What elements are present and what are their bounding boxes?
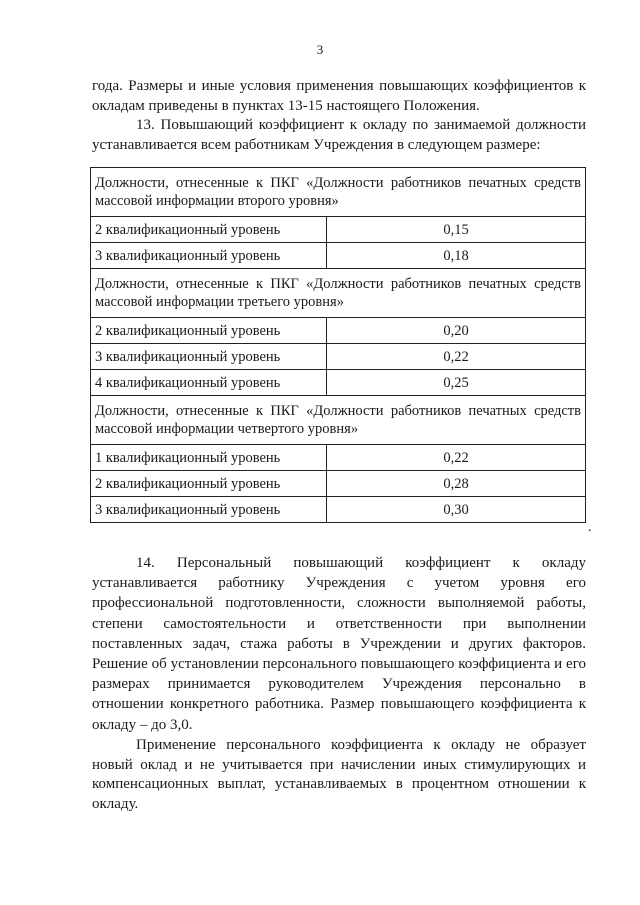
table-row (91, 217, 586, 243)
level-cell: 1 квалификационный уровень (91, 445, 327, 471)
group-header-row (91, 269, 586, 318)
paragraph-13: 13. Повышающий коэффициент к окладу по занимаемой должности устанавливается всем работникам Учреждения в следующем размере: (92, 117, 586, 153)
group-header-row (91, 396, 586, 445)
group-header: Должности, отнесенные к ПКГ «Должности работников печатных средств массовой информации четвертого уровня» (91, 396, 586, 445)
table-row (91, 370, 586, 396)
coefficient-cell: 0,30 (327, 497, 586, 523)
coefficient-cell: 0,28 (327, 471, 586, 497)
table-row (91, 471, 586, 497)
group-header-row (91, 168, 586, 217)
level-cell: 4 квалификационный уровень (91, 370, 327, 396)
level-cell: 2 квалификационный уровень (91, 471, 327, 497)
level-cell: 2 квалификационный уровень (91, 217, 327, 243)
table-row (91, 243, 586, 269)
table-row (91, 318, 586, 344)
paragraph-intro: года. Размеры и иные условия применения повышающих коэффициентов к окладам приведены в пунктах 13-15 настоящего Положения. (92, 78, 586, 114)
coefficient-cell: 0,20 (327, 318, 586, 344)
table-row (91, 344, 586, 370)
level-cell: 2 квалификационный уровень (91, 318, 327, 344)
coefficient-cell: 0,15 (327, 217, 586, 243)
level-cell: 3 квалификационный уровень (91, 243, 327, 269)
coefficient-cell: 0,22 (327, 445, 586, 471)
group-header: Должности, отнесенные к ПКГ «Должности работников печатных средств массовой информации второго уровня» (91, 168, 586, 217)
page-number: 3 (316, 42, 324, 57)
level-cell: 3 квалификационный уровень (91, 497, 327, 523)
coefficient-cell: 0,22 (327, 344, 586, 370)
level-cell: 3 квалификационный уровень (91, 344, 327, 370)
coefficient-cell: 0,18 (327, 243, 586, 269)
coefficient-cell: 0,25 (327, 370, 586, 396)
table-trailing-mark: . (588, 520, 592, 535)
group-header: Должности, отнесенные к ПКГ «Должности работников печатных средств массовой информации третьего уровня» (91, 269, 586, 318)
coefficient-table (90, 167, 586, 523)
paragraph-14: 14. Персональный повышающий коэффициент к окладу устанавливается работнику Учреждения с учетом уровня его профессиональной подготовленности, сложности выполняемой работы, степени самостоятельности и ответственности при выполнении поставленных задач, стажа работы в Учреждении и других факторов. Решение об установлении персонального повышающего коэффициента и его размерах принимается руководителем Учреждения персонально в отношении конкретного работника. Размер повышающего коэффициента к окладу – до 3,0. (92, 555, 586, 733)
table-row (91, 497, 586, 523)
table-row (91, 445, 586, 471)
paragraph-application: Применение персонального коэффициента к окладу не образует новый оклад и не учитывается при начислении иных стимулирующих и компенсационных выплат, устанавливаемых в процентном отношении к окладу. (92, 737, 586, 812)
